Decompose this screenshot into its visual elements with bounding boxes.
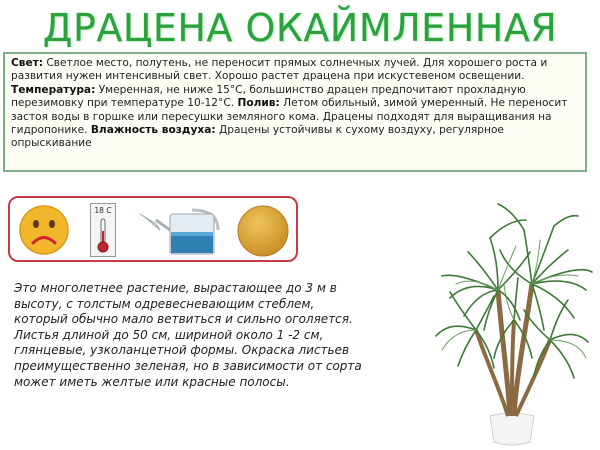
- care-icons-panel: [8, 196, 298, 262]
- thermometer-icon: [96, 218, 110, 254]
- thermometer-label: 18 С: [94, 206, 112, 215]
- light-text: Светлое место, полутень, не переносит прямых солнечных лучей. Для хорошего роста и развития нужен интенсивный свет. Хорошо растет драцена при искустевеном освещении.: [11, 57, 548, 83]
- thermometer-card: [90, 203, 116, 257]
- page-title: ДРАЦЕНА ОКАЙМЛЕННАЯ: [42, 6, 558, 50]
- care-text: [11, 57, 579, 151]
- watering-can-icon: [136, 204, 224, 258]
- watering-label: Полив:: [237, 97, 280, 110]
- dracaena-plant-image: [428, 180, 596, 448]
- plant-description: Это многолетнее растение, вырастающее до 3 м в высоту, с толстым одревесневающим стеблем, который обычно мало ветвиться и сильно оголяется. Листья длиной до 50 см, шириной около 1 -2 см, глянцевые, узколанцетной формы. Окраска листьев преимущественно зеленая, но в зависимости от сорта может иметь желтые или красные полосы.: [14, 281, 362, 389]
- watering-text: Летом обильный, зимой умеренный. Не переносит застоя воды в горшке или пересушки земляного кома. Драцены подходят для выращивания на гидропонике.: [11, 97, 568, 137]
- temperature-text: Умеренная, не ниже 15°С, большинство драцен предпочитают прохладную перезимовку при температуре 10-12°С.: [11, 83, 526, 110]
- light-label: Свет:: [11, 57, 44, 69]
- sad-face-icon: [18, 204, 70, 256]
- humidity-text: Драцены устойчивы к сухому воздуху, регулярное опрыскивание: [11, 124, 504, 150]
- care-info-box: [3, 52, 587, 172]
- temperature-label: Температура:: [11, 83, 96, 96]
- humidity-label: Влажность воздуха:: [90, 124, 216, 137]
- sun-circle-icon: [236, 204, 290, 258]
